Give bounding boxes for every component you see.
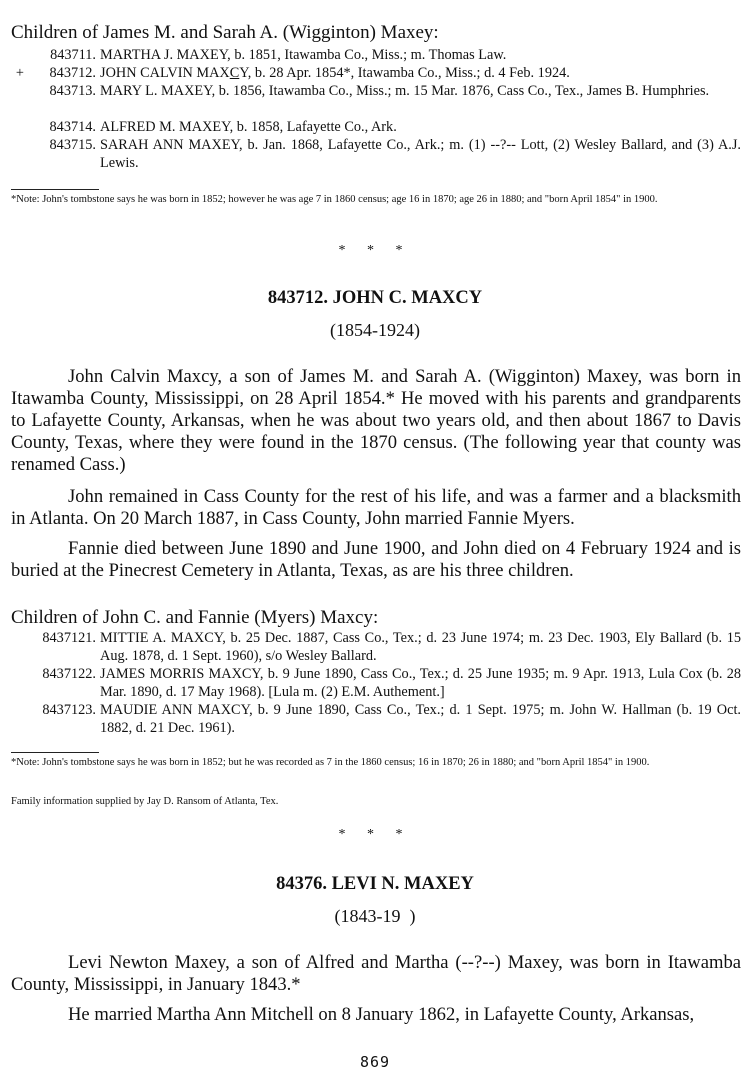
child-entry: [0, 64, 741, 82]
child-text: SARAH ANN MAXEY, b. Jan. 1868, Lafayette Co., Ark.; m. (1) --?-- Lott, (2) Wesley Ballard, and (3) A.J. Lewis.: [100, 137, 741, 171]
child-entry: [0, 665, 741, 701]
child-details: , b. 28 Apr. 1854*, Itawamba Co., Miss.; d. 4 Feb. 1924.: [247, 65, 570, 81]
footnote-rule: [11, 189, 99, 190]
paragraph: John Calvin Maxcy, a son of James M. and Sarah A. (Wigginton) Maxey, was born in Itawamba County, Mississippi, on 28 April 1854.* He moved with his parents and grandparents to Lafayette County, Arkansas, when he was about two years old, and then about 1867 to Davis County, Texas, where they were found in the 1870 census. (The following year that county was renamed Cass.): [11, 366, 741, 475]
paragraph: Levi Newton Maxey, a son of Alfred and Martha (--?--) Maxey, was born in Itawamba County, Mississippi, in January 1843.*: [11, 952, 741, 995]
child-number: 8437121.: [42, 630, 96, 646]
child-name-part: Y: [239, 65, 248, 81]
paragraph: Fannie died between June 1890 and June 1900, and John died on 4 February 1924 and is buried at the Pinecrest Cemetery in Atlanta, Texas, as are his three children.: [11, 538, 741, 581]
child-number: 8437123.: [42, 702, 96, 718]
child-text: MAUDIE ANN MAXCY, b. 9 June 1890, Cass Co., Tex.; d. 1 Sept. 1975; m. John W. Hallman (b. 19 Oct. 1882, d. 21 Dec. 1961).: [100, 702, 741, 736]
child-name-part: JOHN CALVIN MAX: [100, 65, 230, 81]
page-number: 869: [359, 1053, 391, 1071]
section-dates: (1843-19 ): [334, 906, 416, 926]
child-entry: [0, 118, 741, 136]
child-number: 843714.: [49, 119, 96, 135]
source-note: Family information supplied by Jay D. Ransom of Atlanta, Tex.: [11, 796, 279, 807]
child-text: JAMES MORRIS MAXCY, b. 9 June 1890, Cass Co., Tex.; d. 25 June 1935; m. 9 Apr. 1913, Lula Cox (b. 28 Mar. 1890, d. 17 May 1968). [Lula m. (2) E.M. Authement.]: [100, 666, 741, 700]
child-text: ALFRED M. MAXEY, b. 1858, Lafayette Co., Ark.: [100, 119, 397, 135]
footnote: *Note: John's tombstone says he was born in 1852; however he was age 7 in 1860 census; age 16 in 1870; age 26 in 1880; and "born April 1854" in 1900.: [11, 194, 658, 205]
child-entry: [0, 82, 741, 118]
child-number: 843715.: [49, 137, 96, 153]
children-heading-james: Children of James M. and Sarah A. (Wigginton) Maxey:: [11, 22, 439, 43]
paragraph: He married Martha Ann Mitchell on 8 January 1862, in Lafayette County, Arkansas,: [68, 1004, 695, 1025]
footnote-rule: [11, 752, 99, 753]
child-text: MARTHA J. MAXEY, b. 1851, Itawamba Co., Miss.; m. Thomas Law.: [100, 47, 507, 63]
descendant-marker: +: [15, 65, 24, 81]
section-title: 84376. LEVI N. MAXEY: [276, 874, 474, 894]
section-separator: * * *: [338, 827, 412, 842]
child-number: 843713.: [49, 83, 96, 99]
child-entry: [0, 701, 741, 737]
section-dates: (1854-1924): [330, 320, 420, 340]
section-title: 843712. JOHN C. MAXCY: [267, 288, 483, 308]
footnote: *Note: John's tombstone says he was born in 1852; but he was recorded as 7 in the 1860 census; 16 in 1870; 26 in 1880; and "born April 1854" in 1900.: [11, 757, 650, 768]
paragraph: John remained in Cass County for the rest of his life, and was a farmer and a blacksmith in Atlanta. On 20 March 1887, in Cass County, John married Fannie Myers.: [11, 486, 741, 529]
child-number: 843712.: [49, 65, 96, 81]
child-entry: [0, 629, 741, 665]
child-text: MITTIE A. MAXCY, b. 25 Dec. 1887, Cass Co., Tex.; d. 23 June 1974; m. 23 Dec. 1903, Ely Ballard (b. 15 Aug. 1878, d. 1 Sept. 1960), s/o Wesley Ballard.: [100, 630, 741, 664]
child-number: 8437122.: [42, 666, 96, 682]
child-number: 843711.: [50, 47, 96, 63]
child-text: [100, 64, 741, 82]
section-separator: * * *: [338, 243, 412, 258]
child-entry: [0, 46, 741, 64]
children-heading-john: Children of John C. and Fannie (Myers) Maxcy:: [11, 607, 379, 628]
child-text: MARY L. MAXEY, b. 1856, Itawamba Co., Miss.; m. 15 Mar. 1876, Cass Co., Tex., James B. Humphries.: [100, 83, 710, 99]
child-name-underlined: C: [229, 65, 240, 81]
child-entry: [0, 136, 741, 172]
